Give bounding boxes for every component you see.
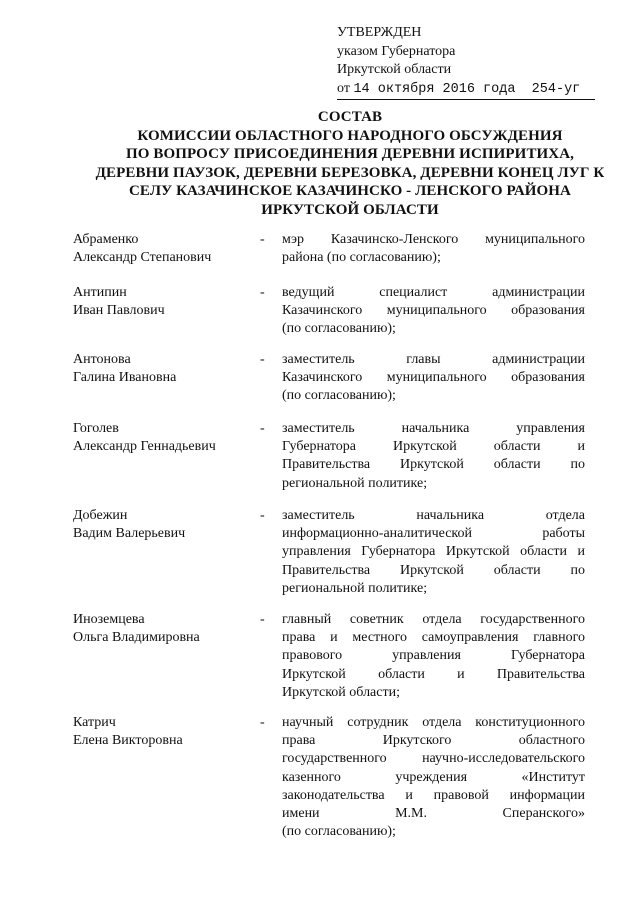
role-line: района (по согласованию); <box>282 250 441 266</box>
title-line: ИРКУТСКОЙ ОБЛАСТИ <box>261 201 439 218</box>
role-line: казенного учреждения «Институт <box>282 769 585 785</box>
member-surname: Катрич <box>73 715 116 730</box>
role-line: управления Губернатора Иркутской области и <box>282 544 585 560</box>
role-line: Иркутской области и Правительства <box>282 666 585 682</box>
member-name <box>73 714 183 750</box>
member-name <box>73 284 165 320</box>
member-role <box>282 351 585 406</box>
role-line: Губернатора Иркутской области и <box>282 439 585 455</box>
role-line: (по согласованию); <box>282 321 396 337</box>
role-line: Правительства Иркутской области по <box>282 562 585 578</box>
member-given-names: Александр Степанович <box>73 250 212 266</box>
role-line: информационно-аналитической работы <box>282 526 585 542</box>
member-dash: - <box>260 421 265 436</box>
member-role <box>282 420 585 493</box>
member-role <box>282 714 585 841</box>
member-given-names: Елена Викторовна <box>73 733 183 749</box>
role-line: Правительства Иркутской области по <box>282 457 585 473</box>
title-line: ПО ВОПРОСУ ПРИСОЕДИНЕНИЯ ДЕРЕВНИ ИСПИРИТИХА, <box>125 146 575 162</box>
approval-region: Иркутской области <box>337 62 452 77</box>
role-line: Казачинского муниципального образования <box>282 370 585 386</box>
member-given-names: Вадим Валерьевич <box>73 526 186 542</box>
member-surname: Антонова <box>73 352 131 367</box>
role-line: права и местного самоуправления главного <box>282 630 585 646</box>
member-role <box>282 611 585 702</box>
approval-title: УТВЕРЖДЕН <box>337 25 422 40</box>
member-name <box>73 420 216 456</box>
member-role <box>282 231 585 267</box>
role-line: заместитель начальника отдела <box>282 508 585 523</box>
member-dash: - <box>260 232 265 247</box>
member-given-names: Ольга Владимировна <box>73 630 200 646</box>
role-line: заместитель главы администрации <box>282 352 585 367</box>
role-line: ведущий специалист администрации <box>282 285 585 300</box>
role-line: главный советник отдела государственного <box>282 612 585 627</box>
role-line: Иркутской области; <box>282 684 400 700</box>
role-line: региональной политике; <box>282 475 428 491</box>
member-name <box>73 231 211 267</box>
member-given-names: Александр Геннадьевич <box>73 439 216 455</box>
title-line: КОМИССИИ ОБЛАСТНОГО НАРОДНОГО ОБСУЖДЕНИЯ <box>137 127 563 144</box>
member-role <box>282 284 585 339</box>
role-line: правового управления Губернатора <box>282 648 585 664</box>
document-title <box>60 108 640 219</box>
approval-decree: указом Губернатора <box>337 43 456 59</box>
role-line: Казачинского муниципального образования <box>282 303 585 319</box>
role-line: заместитель начальника управления <box>282 421 585 436</box>
member-dash: - <box>260 352 265 367</box>
member-dash: - <box>260 715 265 730</box>
member-name <box>73 507 185 543</box>
member-name <box>73 351 176 387</box>
role-line: научный сотрудник отдела конституционного <box>282 715 585 730</box>
member-given-names: Галина Ивановна <box>73 370 177 386</box>
approval-stamp <box>337 24 595 100</box>
member-dash: - <box>260 612 265 627</box>
member-dash: - <box>260 285 265 300</box>
member-name <box>73 611 200 647</box>
member-dash: - <box>260 508 265 523</box>
role-line: региональной политике; <box>282 580 428 596</box>
role-line: государственного научно-исследовательского <box>282 751 585 767</box>
role-line: (по согласованию); <box>282 388 396 404</box>
role-line: (по согласованию); <box>282 824 396 840</box>
member-surname: Антипин <box>73 285 127 300</box>
role-line: законодательства и правовой информации <box>282 787 585 803</box>
title-line: СОСТАВ <box>317 109 383 125</box>
member-surname: Иноземцева <box>73 612 145 627</box>
member-role <box>282 507 585 598</box>
title-line: СЕЛУ КАЗАЧИНСКОЕ КАЗАЧИНСКО - ЛЕНСКОГО РАЙОНА <box>129 183 571 199</box>
approval-date-underline <box>337 80 595 101</box>
role-line: имени М.М. Сперанского» <box>282 805 585 821</box>
member-given-names: Иван Павлович <box>73 303 165 319</box>
approval-date-line <box>337 80 595 101</box>
title-line: ДЕРЕВНИ ПАУЗОК, ДЕРЕВНИ БЕРЕЗОВКА, ДЕРЕВНИ КОНЕЦ ЛУГ К <box>95 164 605 181</box>
approval-date-prefix: от <box>337 80 354 96</box>
approval-date-value: 14 октября 2016 года 254-уг <box>353 81 581 97</box>
member-surname: Гоголев <box>73 421 119 436</box>
role-line: мэр Казачинско-Ленского муниципального <box>282 232 585 247</box>
member-surname: Добежин <box>73 508 128 523</box>
role-line: права Иркутского областного <box>282 733 585 749</box>
member-surname: Абраменко <box>73 232 139 247</box>
